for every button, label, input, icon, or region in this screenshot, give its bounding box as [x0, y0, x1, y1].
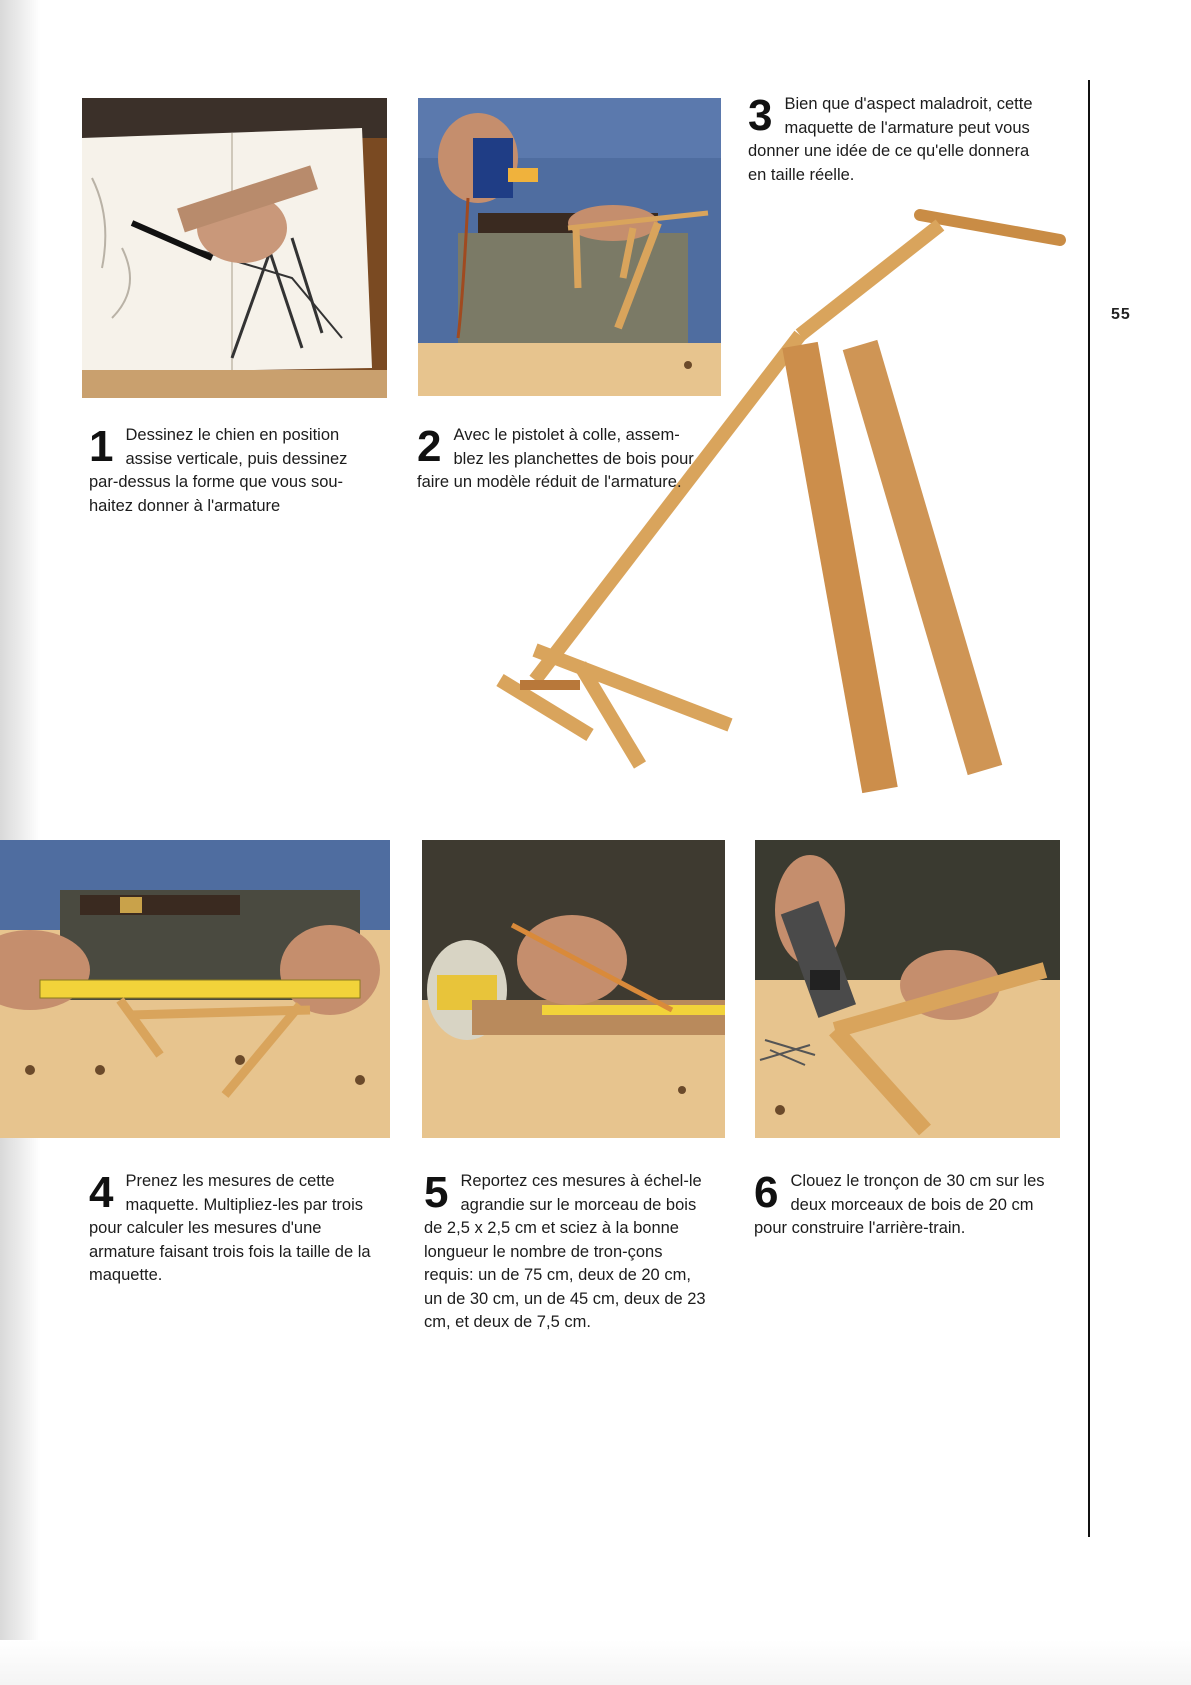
step-number: 4	[89, 1168, 114, 1217]
photo-step-6-nailing	[755, 840, 1060, 1138]
step-text: Clouez le tronçon de 30 cm sur les deux morceaux de bois de 20 cm pour construire l'arrière-train.	[754, 1172, 1045, 1237]
step-2-instruction	[417, 424, 702, 495]
step-text: Dessinez le chien en position assise verticale, puis dessinez par-dessus la forme que vous sou-haitez donner à l'armature	[89, 426, 348, 515]
photo-step-4-measuring	[0, 840, 390, 1138]
step-number: 2	[417, 422, 442, 471]
step-text: Avec le pistolet à colle, assem-blez les planchettes de bois pour faire un modèle réduit de l'armature.	[417, 426, 694, 491]
step-6-instruction	[754, 1170, 1056, 1241]
photo-step-3-model-armature	[460, 195, 1080, 815]
step-text: Prenez les mesures de cette maquette. Multipliez-les par trois pour calculer les mesures d'une armature faisant trois fois la taille de la maquette.	[89, 1172, 371, 1284]
photo-step-1-drawing	[82, 98, 387, 398]
step-5-instruction	[424, 1170, 709, 1335]
photo-step-5-marking	[422, 840, 725, 1138]
step-text: Bien que d'aspect maladroit, cette maquette de l'armature peut vous donner une idée de ce qu'elle donnera en taille réelle.	[748, 95, 1033, 184]
vertical-rule	[1088, 80, 1090, 1537]
step-number: 1	[89, 422, 114, 471]
page-number: 55	[1111, 306, 1131, 323]
step-number: 3	[748, 91, 773, 140]
step-3-instruction	[748, 93, 1033, 187]
step-number: 6	[754, 1168, 779, 1217]
step-4-instruction	[89, 1170, 391, 1288]
step-number: 5	[424, 1168, 449, 1217]
page-bottom-edge	[0, 1640, 1191, 1685]
step-1-instruction	[89, 424, 377, 518]
step-text: Reportez ces mesures à échel-le agrandie sur le morceau de bois de 2,5 x 2,5 cm et sciez à la bonne longueur le nombre de tron-çons requis: un de 75 cm, deux de 20 cm, un de 30 cm, un de 45 cm, deux de 23 cm, et deux de 7,5 cm.	[424, 1172, 706, 1331]
